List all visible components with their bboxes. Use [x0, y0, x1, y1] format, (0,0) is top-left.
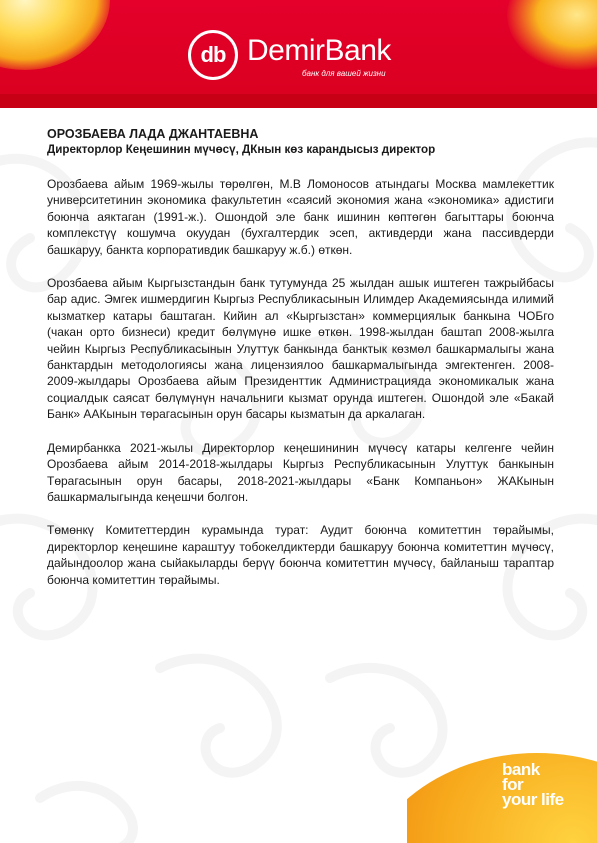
bio-paragraph-1: Орозбаева айым 1969-жылы төрөлгөн, М.В Ломоносов атындагы Москва мамлекеттик университетинин экономика факультетин «саясий экономия жана «экономика» адистиги боюнча аяктаган (1991-ж.). Ошондой эле банк ишинин көптөгөн багыттары боюнча комплекстүү кошумча окуудан (бухгалтердик эсеп, активдерди жана пассивдерди башкаруу, банкта корпоративдик башкаруу ж.б.) өткөн. — [47, 177, 554, 257]
header-band — [0, 94, 597, 108]
slogan-line-1: bank — [502, 760, 540, 779]
slogan-line-3: your life — [502, 790, 564, 809]
bio-paragraph-3: Демирбанкка 2021-жылы Директорлор кеңешининин мүчөсү катары келгенге чейин Орозбаева айым 2014-2018-жылдары Кыргыз Республикасынын Улуттук банкынын Төрагасынын орун басары, 2018-2021-жылдары «Банк Компаньон» ЖАКынын башкармалыгында кеңешчи болгон. — [47, 440, 554, 504]
bio-paragraph-4: Төмөнкү Комитеттердин курамында турат: Аудит боюнча комитеттин төрайымы, директорлор кеңешине караштуу тобокелдиктерди башкаруу боюнча комитеттин мүчөсү, дайындоолор жана сыйакыларды берүү боюнча комитеттин мүчөсү, байланыш тараптар боюнча комитеттин төрайымы. — [47, 523, 554, 587]
person-role: Директорлор Кеңешинин мүчөсү, ДКнын көз карандысыз директор — [47, 143, 436, 156]
bio-paragraph-2: Орозбаева айым Кыргызстандын банк тутумунда 25 жылдан ашык иштеген тажрыйбасы бар адис. Эмгек ишмердигин Кыргыз Республикасынын Илимдер Академиясында илимий кызматкер катары баштаган. Кийин ал «Кыргызстан» коммерциялык банкына ЧОБго (чакан орто бизнеси) кредит бөлүмүнө ишке өткөн. 1998-жылдан баштап 2008-жылга чейин Кыргыз Республикасынын Улуттук банкында банктык көзмөл башкармалыгы жана банктардын методологиясы жана лицензиялоо башкармалыгында эмгектенген. 2008-2009-жылдары Орозбаева айым Президенттик Администрацияда экономикалык жана социалдык саясат бөлүмүнүн начальниги кызмат орунда иштеген. Ошондой эле «Бакай Банк» ААКынын төрагасынын орун басары кызматын да аркалаган. — [47, 276, 554, 422]
header-banner — [0, 0, 597, 108]
sun-flare-right — [507, 0, 597, 70]
slogan — [502, 762, 564, 807]
demirbank-logo-icon: db — [188, 30, 238, 80]
document-body — [47, 126, 554, 605]
person-name: ОРОЗБАЕВА ЛАДА ДЖАНТАЕВНА — [47, 127, 259, 141]
slogan-line-2: for — [502, 775, 524, 794]
brand-name: DemirBank — [247, 34, 391, 67]
sun-flare-left — [0, 0, 110, 70]
brand-tagline: банк для вашей жизни — [302, 69, 386, 78]
